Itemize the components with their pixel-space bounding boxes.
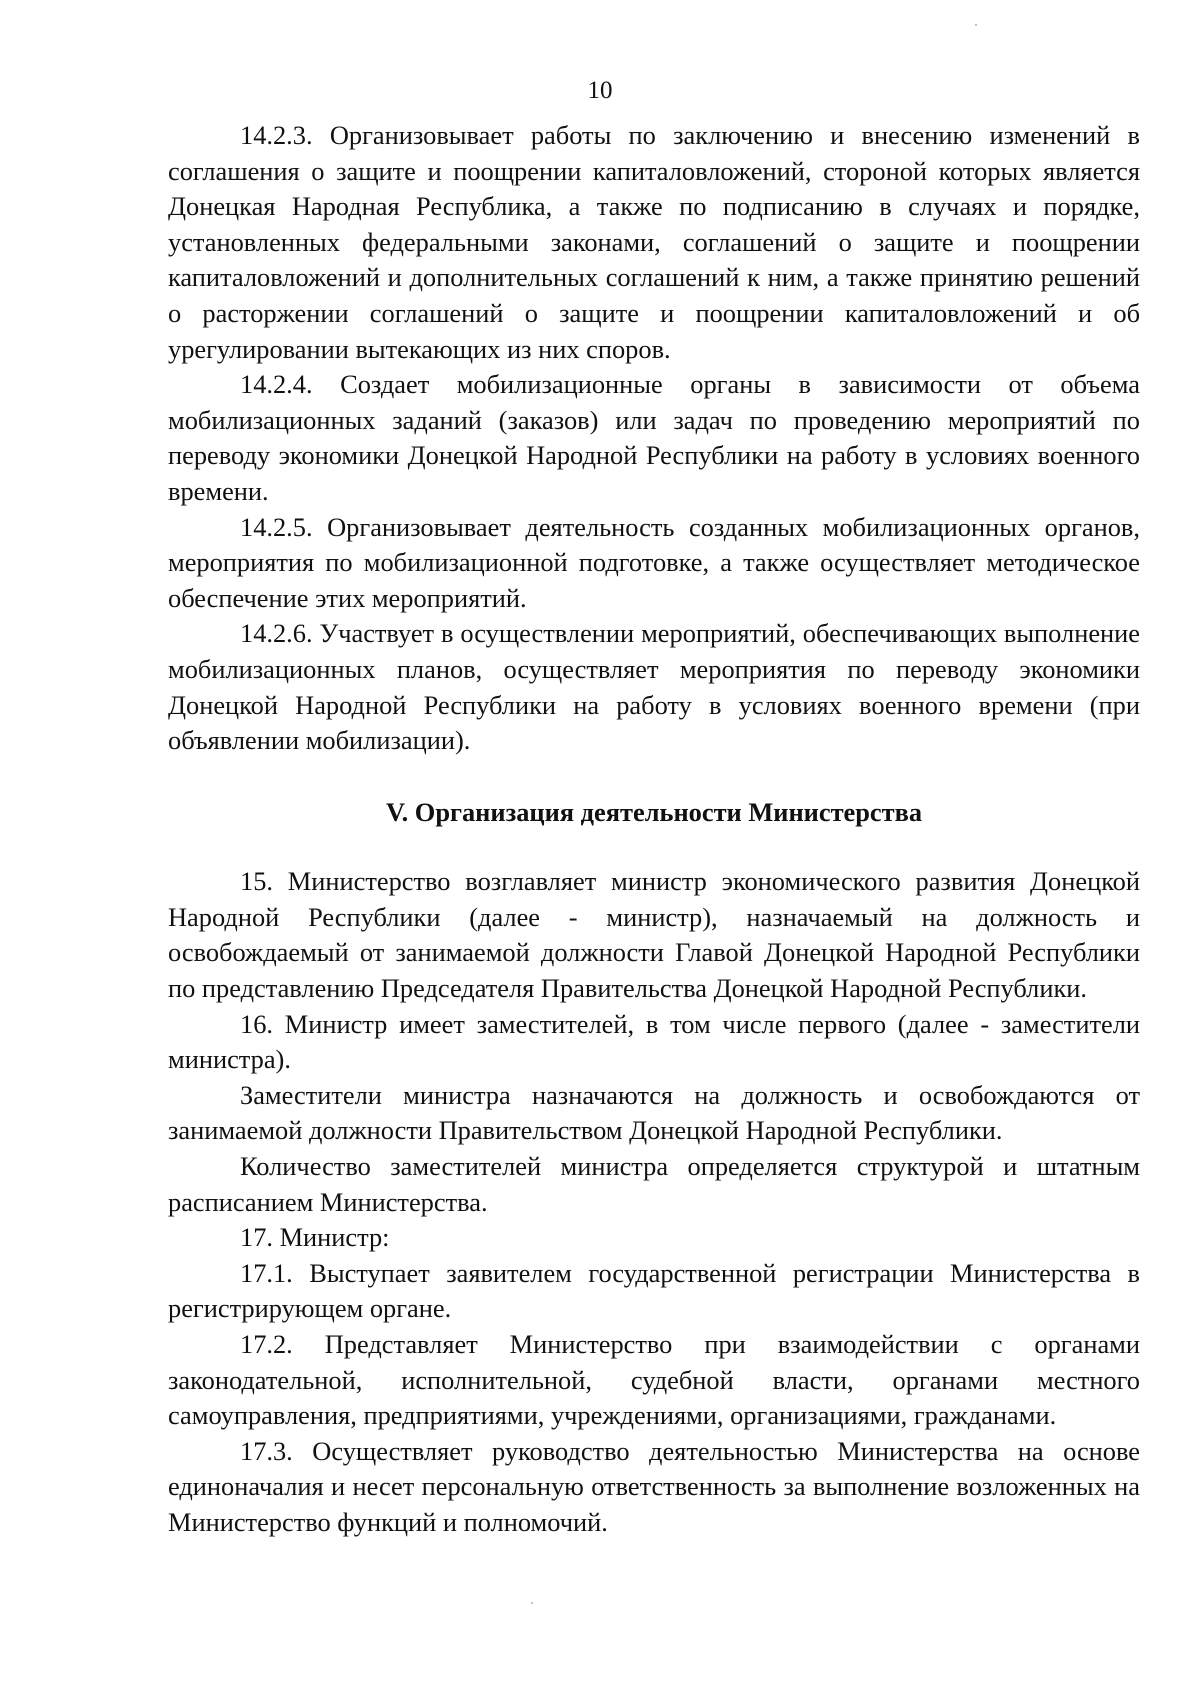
page-number: 10	[587, 77, 613, 104]
paragraph-17-2: 17.2. Представляет Министерство при взаимодействии с органами законодательной, исполнительной, судебной власти, органами местного самоуправления, предприятиями, учреждениями, организациями, гражданами.	[168, 1329, 1140, 1431]
paragraph-14-2-5: 14.2.5. Организовывает деятельность созданных мобилизационных органов, мероприятия по мобилизационной подготовке, а также осуществляет методическое обеспечение этих мероприятий.	[168, 511, 1140, 613]
section-heading: V. Организация деятельности Министерства	[385, 796, 923, 827]
paragraph-17-1: 17.1. Выступает заявителем государственной регистрации Министерства в регистрирующем органе.	[168, 1257, 1140, 1324]
paragraph-14-2-6: 14.2.6. Участвует в осуществлении мероприятий, обеспечивающих выполнение мобилизационных планов, осуществляет мероприятия по переводу экономики Донецкой Народной Республики на работу в условиях военного времени (при объявлении мобилизации).	[168, 618, 1140, 756]
scan-speck	[975, 24, 977, 26]
paragraph-14-2-3: 14.2.3. Организовывает работы по заключению и внесению изменений в соглашения о защите и поощрении капиталовложений, стороной которых является Донецкая Народная Республика, а также по подписанию в случаях и порядке, установленных федеральными законами, соглашений о защите и поощрении капиталовложений и дополнительных соглашений к ним, а также принятию решений о расторжении соглашений о защите и поощрении капиталовложений и об урегулировании вытекающих из них споров.	[168, 120, 1140, 364]
paragraph-15: 15. Министерство возглавляет министр экономического развития Донецкой Народной Республики (далее - министр), назначаемый на должность и освобождаемый от занимаемой должности Главой Донецкой Народной Республики по представлению Председателя Правительства Донецкой Народной Республики.	[168, 866, 1140, 1004]
paragraph-17: 17. Министр:	[240, 1222, 390, 1253]
paragraph-deputies-count: Количество заместителей министра определяется структурой и штатным расписанием Министерства.	[168, 1151, 1140, 1217]
paragraph-deputies-appointment: Заместители министра назначаются на должность и освобождаются от занимаемой должности Правительством Донецкой Народной Республики.	[168, 1079, 1140, 1146]
paragraph-14-2-4: 14.2.4. Создает мобилизационные органы в зависимости от объема мобилизационных заданий (заказов) или задач по проведению мероприятий по переводу экономики Донецкой Народной Республики на работу в условиях военного времени.	[168, 369, 1140, 506]
paragraph-17-3: 17.3. Осуществляет руководство деятельностью Министерства на основе единоначалия и несет персональную ответственность за выполнение возложенных на Министерство функций и полномочий.	[168, 1435, 1140, 1537]
document-body	[168, 118, 1140, 1541]
paragraph-16: 16. Министр имеет заместителей, в том числе первого (далее - заместители министра).	[168, 1008, 1140, 1075]
scan-speck	[531, 1602, 533, 1604]
